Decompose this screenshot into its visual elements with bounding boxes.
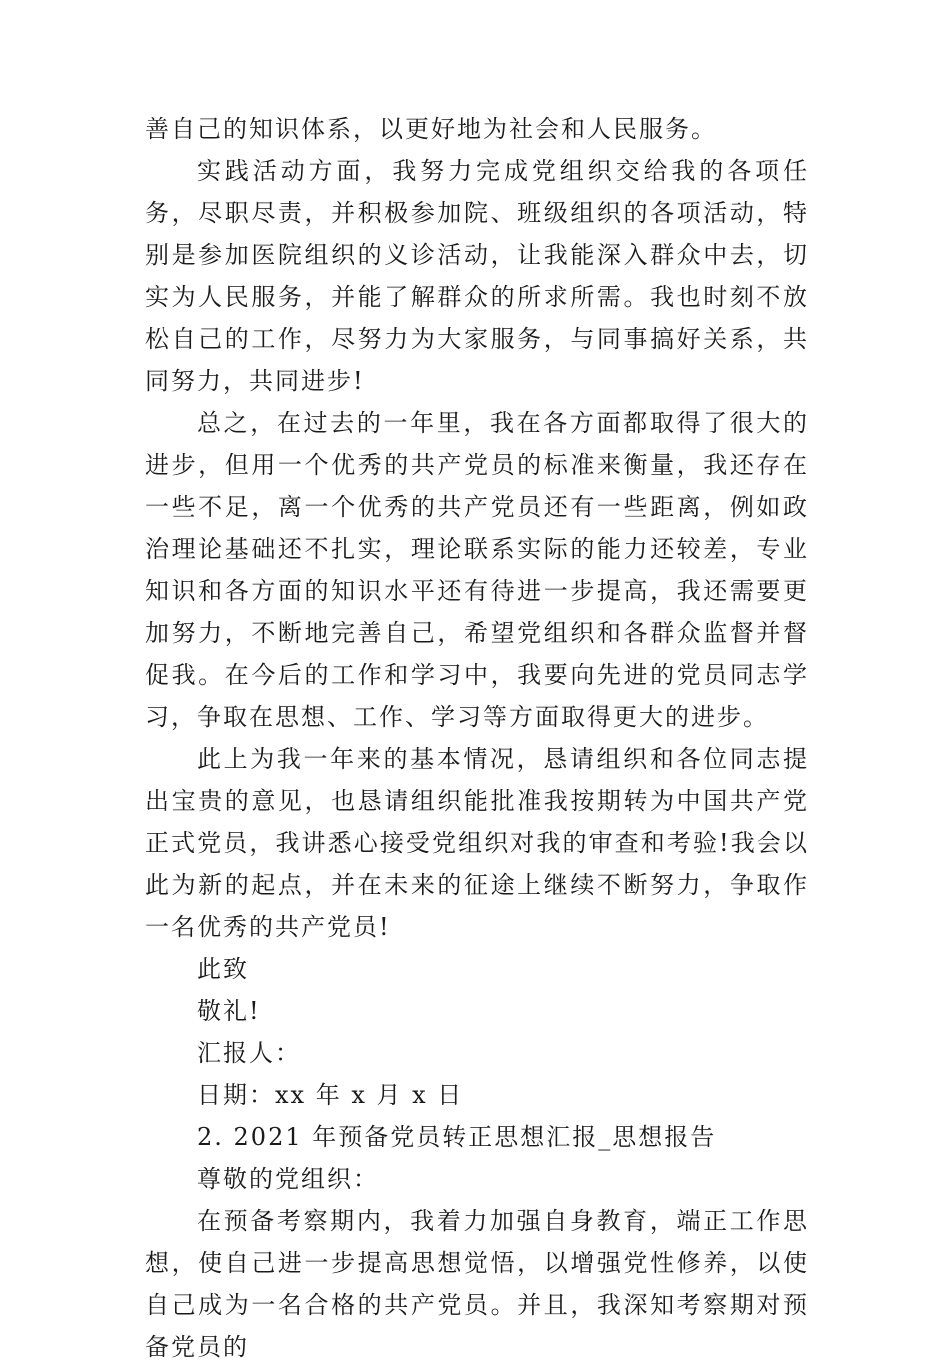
closing-salutation: 此致 <box>197 955 249 983</box>
closing-respect: 敬礼! <box>197 997 261 1025</box>
paragraph-request: 此上为我一年来的基本情况，恳请组织和各位同志提出宝贵的意见，也恳请组织能批准我按期转为中国共产党正式党员，我讲悉心接受党组织对我的审查和考验!我会以此为新的起点，并在未来的征途上继续不断努力，争取作一名优秀的共产党员! <box>145 745 809 941</box>
document-body <box>145 108 809 1368</box>
section-title: 2. 2021 年预备党员转正思想汇报_思想报告 <box>197 1123 717 1151</box>
paragraph-probation: 在预备考察期内，我着力加强自身教育，端正工作思想，使自己进一步提高思想觉悟，以增强党性修养，以使自己成为一名合格的共产党员。并且，我深知考察期对预备党员的 <box>145 1207 809 1361</box>
paragraph-continuation: 善自己的知识体系，以更好地为社会和人民服务。 <box>145 115 717 143</box>
paragraph-summary: 总之，在过去的一年里，我在各方面都取得了很大的进步，但用一个优秀的共产党员的标准来衡量，我还存在一些不足，离一个优秀的共产党员还有一些距离，例如政治理论基础还不扎实，理论联系实际的能力还较差，专业知识和各方面的知识水平还有待进一步提高，我还需要更加努力，不断地完善自己，希望党组织和各群众监督并督促我。在今后的工作和学习中，我要向先进的党员同志学习，争取在思想、工作、学习等方面取得更大的进步。 <box>145 409 809 731</box>
closing-reporter: 汇报人： <box>197 1039 301 1067</box>
paragraph-practice: 实践活动方面，我努力完成党组织交给我的各项任务，尽职尽责，并积极参加院、班级组织的各项活动，特别是参加医院组织的义诊活动，让我能深入群众中去，切实为人民服务，并能了解群众的所求所需。我也时刻不放松自己的工作，尽努力为大家服务，与同事搞好关系，共同努力，共同进步! <box>145 157 809 395</box>
closing-date: 日期：xx 年 x 月 x 日 <box>197 1081 464 1109</box>
addressee: 尊敬的党组织： <box>197 1165 379 1193</box>
